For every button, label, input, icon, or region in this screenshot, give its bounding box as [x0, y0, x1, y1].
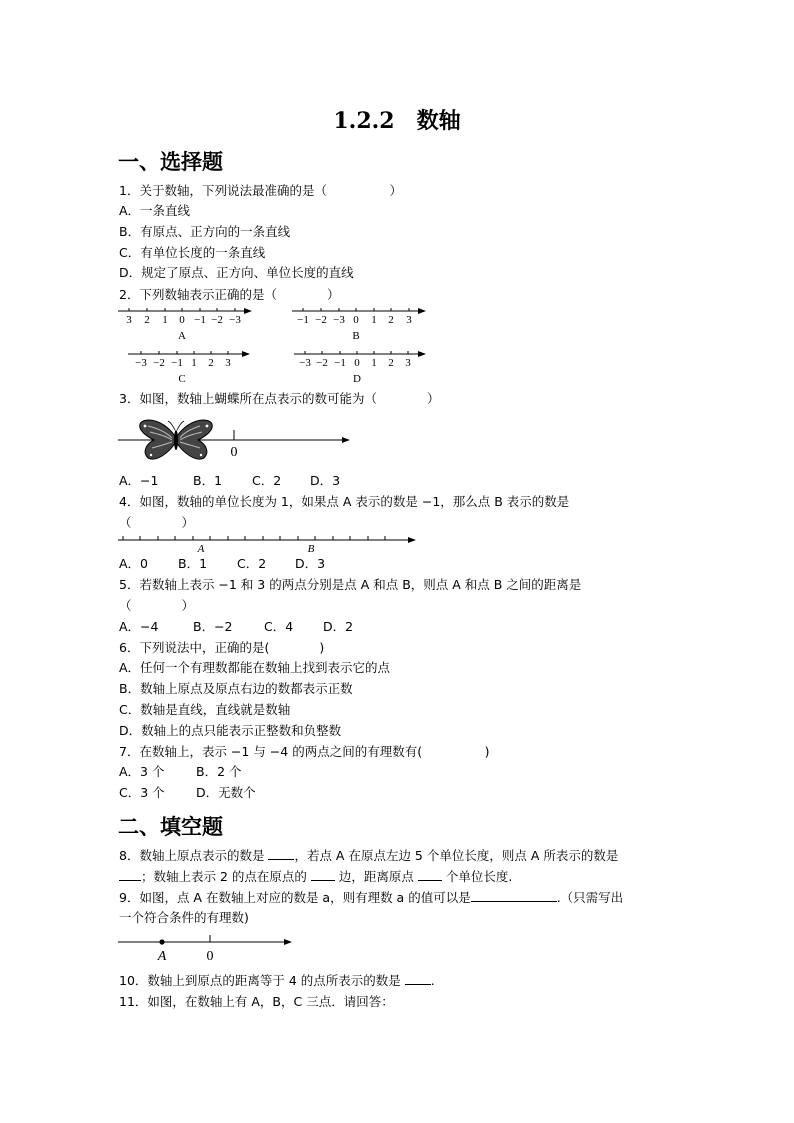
q6-stem: 6．下列说法中，正确的是( ): [119, 640, 325, 655]
q4-option: C．2: [237, 556, 267, 571]
q2-axis-c-tick: 2: [208, 357, 214, 369]
q8-blank-4[interactable]: [418, 880, 442, 881]
q2-axis-c-tick: 3: [225, 357, 231, 369]
q3-option: B．1: [193, 473, 223, 488]
q2-axis-a-tick: −1: [194, 314, 206, 326]
q2-axis-b-tick: 3: [406, 314, 412, 326]
q4-number-line: [118, 532, 423, 554]
q9-line-1: [119, 890, 623, 906]
q2-axis-b-tick: 1: [371, 314, 377, 326]
q5-option: B．−2: [193, 619, 233, 634]
q2-axis-b-tick: −2: [315, 314, 327, 326]
q10-blank[interactable]: [405, 984, 431, 985]
q7-option: C．3 个: [119, 785, 165, 800]
q4-paren: （ ）: [119, 515, 195, 530]
q2-axis-b-tick: 2: [388, 314, 394, 326]
q2-axis-d-tick: −3: [299, 357, 311, 369]
q4-option: D．3: [295, 556, 326, 571]
q5-stem: 5．若数轴上表示 −1 和 3 的两点分别是点 A 和点 B，则点 A 和点 B 之间的距离是: [119, 577, 582, 592]
q9-number-line: [118, 932, 298, 966]
q10-line: [119, 973, 435, 989]
q8-blank-3[interactable]: [311, 880, 335, 881]
q9-text: 9．如图，点 A 在数轴上对应的数是 a，则有理数 a 的值可以是: [119, 890, 471, 905]
q2-axis-c-tick: −1: [171, 357, 183, 369]
q9-blank[interactable]: [471, 901, 557, 902]
q8-line-2: [119, 869, 512, 885]
q2-axis-c-label: C: [178, 373, 186, 385]
q3-zero-label: 0: [230, 445, 238, 460]
q7-option: D．无数个: [196, 785, 256, 800]
q1-option-a: A．一条直线: [119, 203, 191, 218]
q8-text: 个单位长度.: [445, 869, 513, 884]
q8-text: ，若点 A 在原点左边 5 个单位长度，则点 A 所表示的数是: [294, 848, 619, 863]
q2-stem: 2．下列数轴表示正确的是（ ）: [119, 287, 340, 302]
q2-axis-d-tick: 0: [354, 357, 360, 369]
q9-line-2: 一个符合条件的有理数): [119, 910, 249, 925]
q2-axis-b-tick: −3: [333, 314, 345, 326]
q2-axis-a-tick: 3: [126, 314, 132, 326]
q3-number-line: [118, 416, 358, 462]
q4-option: B．1: [178, 556, 208, 571]
q1-option-c: C．有单位长度的一条直线: [119, 245, 266, 260]
q9-text: .（只需写出: [556, 890, 624, 905]
q8-text: ；数轴上表示 2 的点在原点的: [141, 869, 307, 884]
section-choice-heading: 一、选择题: [118, 150, 223, 174]
q2-axis-d-tick: −2: [316, 357, 328, 369]
q2-axis-a-tick: 2: [144, 314, 150, 326]
q3-stem: 3．如图，数轴上蝴蝶所在点表示的数可能为（ ）: [119, 391, 440, 406]
q2-axis-d-tick: 2: [388, 357, 394, 369]
q8-line-1: [119, 848, 618, 864]
q2-axis-c-tick: −2: [153, 357, 165, 369]
q2-axis-a-tick: 1: [162, 314, 168, 326]
q8-blank-1[interactable]: [268, 859, 294, 860]
q2-axis-d-tick: 1: [371, 357, 377, 369]
q2-axis-a-label: A: [178, 330, 186, 342]
q5-option: C．4: [264, 619, 294, 634]
q5-option: A．−4: [119, 619, 159, 634]
q5-option: D．2: [323, 619, 354, 634]
q2-axis-c-tick: 1: [191, 357, 197, 369]
q2-axis-b: [292, 305, 432, 343]
q3-option: D．3: [310, 473, 341, 488]
q6-option-d: D．数轴上的点只能表示正整数和负整数: [119, 723, 342, 738]
q1-option-d: D．规定了原点、正方向、单位长度的直线: [119, 265, 354, 280]
q2-axis-d: [294, 348, 434, 386]
q2-axis-b-tick: 0: [353, 314, 359, 326]
q2-axis-a-tick: −3: [229, 314, 241, 326]
q5-paren: （ ）: [119, 598, 195, 613]
q2-axis-b-tick: −1: [297, 314, 309, 326]
q1-option-b: B．有原点、正方向的一条直线: [119, 224, 291, 239]
q9-zero-label: 0: [206, 949, 214, 964]
q2-axis-c-tick: −3: [135, 357, 147, 369]
q6-option-b: B．数轴上原点及原点右边的数都表示正数: [119, 681, 353, 696]
q6-option-c: C．数轴是直线，直线就是数轴: [119, 702, 291, 717]
q1-stem: 1．关于数轴，下列说法最准确的是（ ）: [119, 183, 402, 198]
q10-text: .: [430, 973, 435, 988]
q6-option-a: A．任何一个有理数都能在数轴上找到表示它的点: [119, 660, 391, 675]
q8-blank-2[interactable]: [119, 880, 141, 881]
q3-option: C．2: [252, 473, 282, 488]
q2-axis-a-tick: −2: [211, 314, 223, 326]
section-fill-heading: 二、填空题: [118, 815, 223, 839]
q2-axis-a: [118, 305, 258, 343]
q2-axis-a-tick: 0: [179, 314, 185, 326]
page-title: 1.2.2 数轴: [333, 108, 461, 134]
q8-text: 8．数轴上原点表示的数是: [119, 848, 265, 863]
q4-point-b-label: B: [307, 543, 315, 555]
q11-stem: 11．如图，在数轴上有 A，B，C 三点．请回答：: [119, 994, 394, 1009]
q7-option: A．3 个: [119, 764, 165, 779]
q7-option: B．2 个: [196, 764, 242, 779]
q9-point-a-label: A: [157, 949, 167, 964]
q10-text: 10．数轴上到原点的距离等于 4 的点所表示的数是: [119, 973, 401, 988]
q2-axis-d-tick: 3: [405, 357, 411, 369]
q8-text: 边，距离原点: [338, 869, 414, 884]
q9-point-a-dot: [159, 939, 164, 944]
q3-option: A．−1: [119, 473, 159, 488]
q2-axis-b-label: B: [352, 330, 360, 342]
q2-axis-d-tick: −1: [334, 357, 346, 369]
q4-point-a-label: A: [197, 543, 205, 555]
q7-stem: 7．在数轴上，表示 −1 与 −4 的两点之间的有理数有( ): [119, 744, 490, 759]
q2-axis-d-label: D: [353, 373, 361, 385]
q4-option: A．0: [119, 556, 149, 571]
q2-axis-c: [128, 348, 258, 386]
q4-stem: 4．如图，数轴的单位长度为 1，如果点 A 表示的数是 −1，那么点 B 表示的数是: [119, 494, 570, 509]
